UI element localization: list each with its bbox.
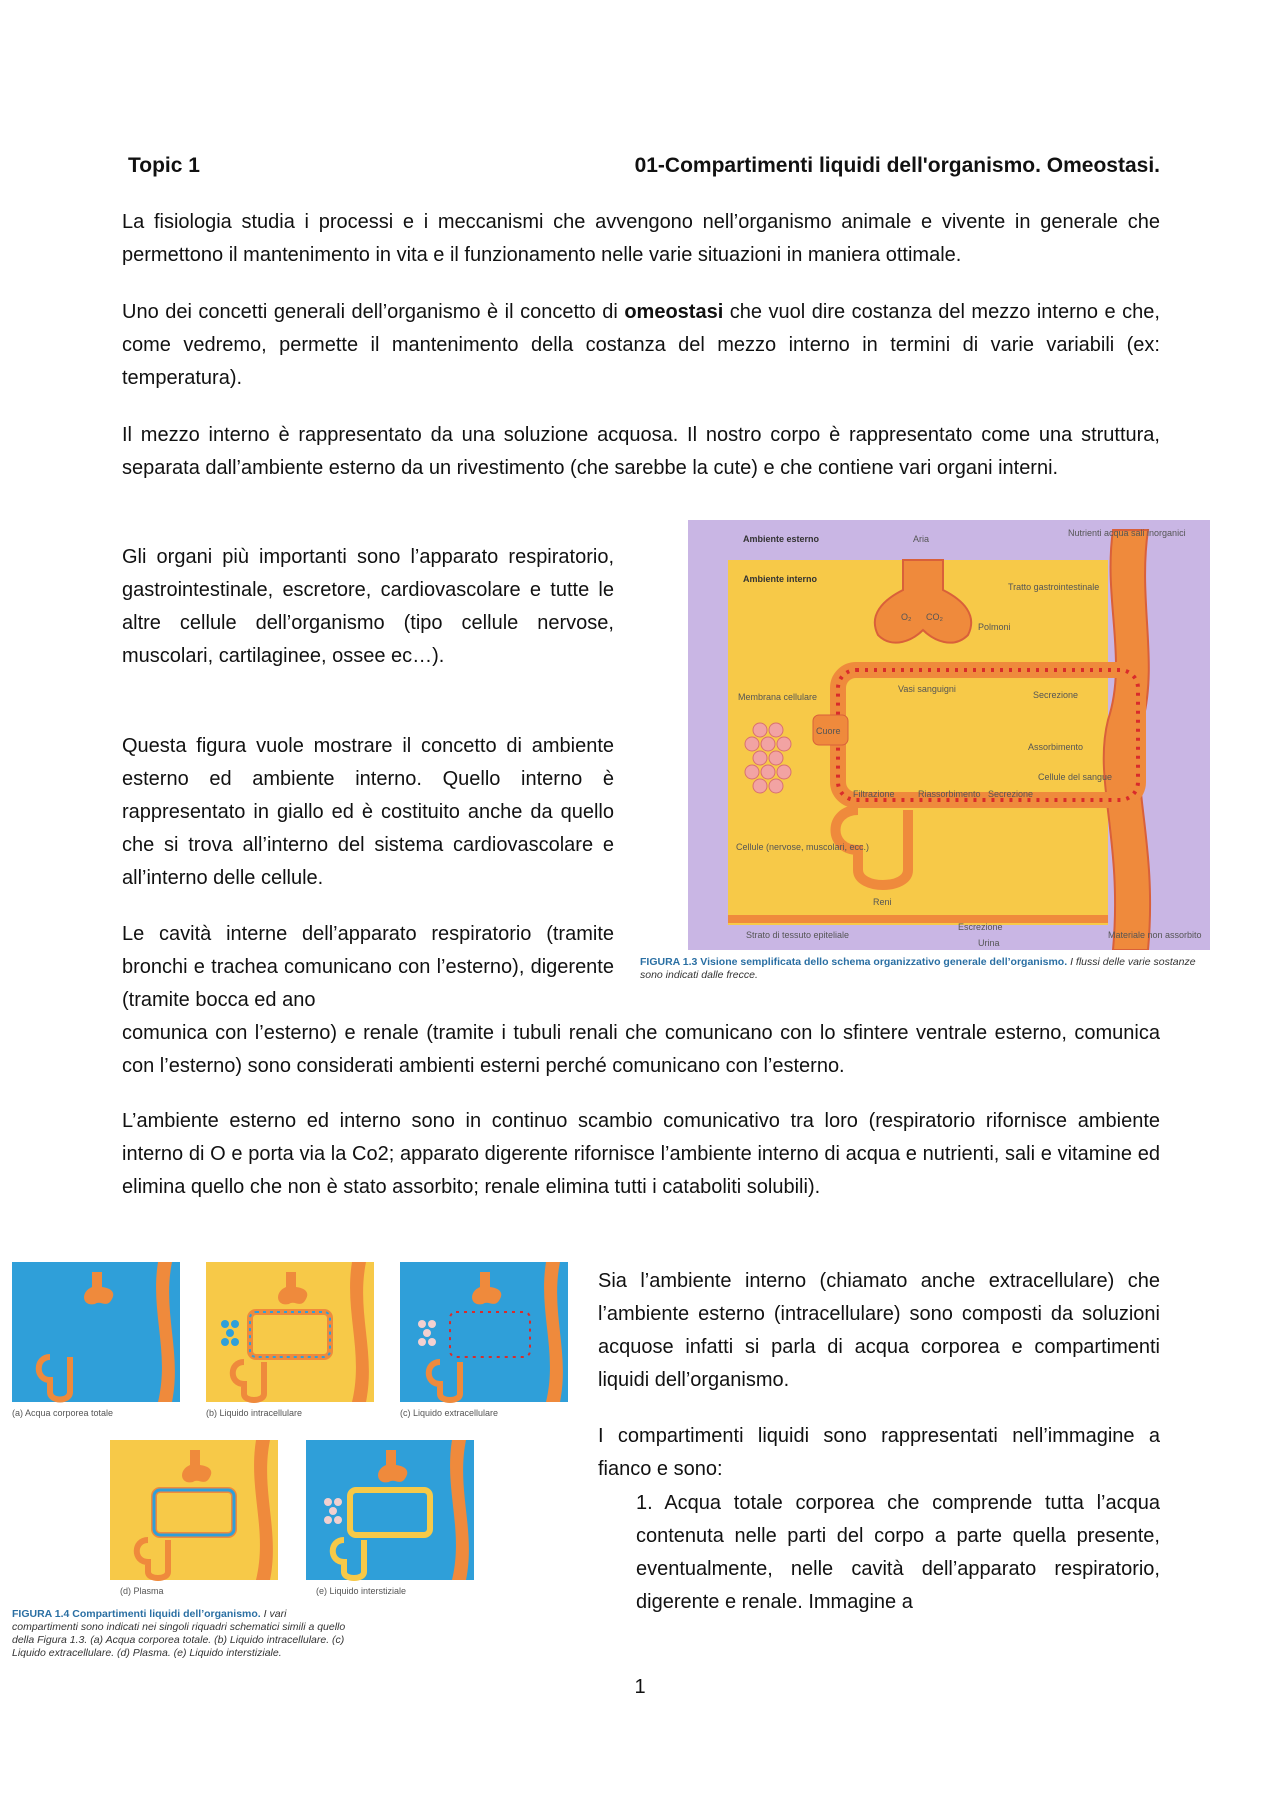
panel-b-label: (b) Liquido intracellulare xyxy=(206,1408,303,1418)
figure-1-4-caption-title: FIGURA 1.4 xyxy=(12,1608,70,1620)
panel-e-interstitial xyxy=(306,1440,474,1580)
paragraph-5: Questa figura vuole mostrare il concetto di ambiente esterno ed ambiente interno. Quello interno è rappresentato in giallo ed è costituito anche da quello che si trova all’interno del sistema cardiovascolare e all’interno delle cellule. xyxy=(122,735,614,889)
list-item-1: 1. Acqua totale corporea che comprende tutta l’acqua contenuta nelle parti del corpo a parte quella presente, eventualmente, nelle cavità dell’apparato respiratorio, digerente e renale. Immagine a xyxy=(636,1492,1160,1613)
page-title: 01-Compartimenti liquidi dell'organismo. Omeostasi. xyxy=(634,154,1160,177)
figure-1-4 xyxy=(10,1262,580,1602)
label-membrana: Membrana cellulare xyxy=(738,692,818,702)
figure-1-4-caption xyxy=(12,1608,352,1660)
topic-label: Topic 1 xyxy=(128,154,200,177)
label-tratto-gi: Tratto gastrointestinale xyxy=(1008,582,1100,592)
figure-1-4-caption-text: I vari compartimenti sono indicati nei singoli riquadri schematici simili a quello della Figura 1.3. (a) Acqua corporea totale. (b) Liquido intracellulare. (c) Liquido extracellulare. (d) Plasma. (e) Liquido interstiziale. xyxy=(12,1608,346,1659)
paragraph-7: L’ambiente esterno ed interno sono in continuo scambio comunicativo tra loro (respiratorio rifornisce ambiente interno di O e porta via la Co2; apparato digerente rifornisce l’ambiente interno di acqua e nutrienti, sali e vitamine ed elimina quello che non è stato assorbito; renale elimina tutti i cataboliti solubili). xyxy=(122,1110,1160,1198)
label-strato: Strato di tessuto epiteliale xyxy=(746,930,850,940)
label-ambiente-interno: Ambiente interno xyxy=(743,574,818,584)
paragraph-9: I compartimenti liquidi sono rappresentati nell’immagine a fianco e sono: xyxy=(598,1425,1160,1480)
panel-a-label: (a) Acqua corporea totale xyxy=(12,1408,114,1418)
paragraph-1: La fisiologia studia i processi e i meccanismi che avvengono nell’organismo animale e vivente in generale che permettono il mantenimento in vita e il funzionamento nelle varie situazioni in maniera ottimale. xyxy=(122,211,1160,266)
label-co2: CO₂ xyxy=(926,612,943,622)
paragraph-4: Gli organi più importanti sono l’apparato respiratorio, gastrointestinale, escretore, cardiovascolare e tutte le altre cellule dell’organismo (tipo cellule nervose, muscolari, cartilaginee, ossee ec…). xyxy=(122,546,614,667)
figure-1-3-caption-bold: Visione semplificata dello schema organizzativo generale dell’organismo. xyxy=(700,956,1068,968)
label-cellule: Cellule (nervose, muscolari, ecc.) xyxy=(736,842,870,852)
panel-d-plasma xyxy=(110,1440,278,1580)
panel-c-extracellular xyxy=(400,1262,568,1402)
label-cuore: Cuore xyxy=(816,726,841,736)
paragraph-6b: comunica con l’esterno) e renale (tramite i tubuli renali che comunicano con lo sfintere ventrale esterno, comunica con l’esterno) sono considerati ambienti esterni perché comunicano con l’esterno. xyxy=(122,1022,1160,1077)
paragraph-2-text-a: Uno dei concetti generali dell’organismo è il concetto di xyxy=(122,301,625,323)
label-cellule-sangue: Cellule del sangue xyxy=(1038,772,1113,782)
panel-d-label: (d) Plasma xyxy=(120,1586,164,1596)
label-secrezione: Secrezione xyxy=(1033,690,1079,700)
panel-b-intracellular xyxy=(206,1262,374,1402)
figure-1-4-panels xyxy=(10,1262,580,1602)
label-escrezione: Escrezione xyxy=(958,922,1003,932)
label-reni: Reni xyxy=(873,897,892,907)
page-number: 1 xyxy=(634,1676,646,1698)
paragraph-2-text-b: che vuol dire costanza del mezzo interno e che, come vedremo, permette il mantenimento della costanza del mezzo interno in termini di varie variabili (ex: temperatura). xyxy=(122,301,1160,389)
figure-1-3-caption-title: FIGURA 1.3 xyxy=(640,956,698,968)
label-materiale: Materiale non assorbito xyxy=(1108,930,1202,940)
paragraph-3: Il mezzo interno è rappresentato da una soluzione acquosa. Il nostro corpo è rappresentato come una struttura, separata dall’ambiente esterno da un rivestimento (che sarebbe la cute) e che contiene vari organi interni. xyxy=(122,424,1160,479)
label-filtrazione: Filtrazione xyxy=(853,789,895,799)
label-ambiente-esterno: Ambiente esterno xyxy=(743,534,820,544)
label-polmoni: Polmoni xyxy=(978,622,1011,632)
label-aria: Aria xyxy=(913,534,930,544)
label-secrezione-2: Secrezione xyxy=(988,789,1034,799)
label-nutrienti: Nutrienti acqua sali inorganici xyxy=(1068,528,1186,538)
label-urina: Urina xyxy=(978,938,1000,948)
paragraph-6a: Le cavità interne dell’apparato respiratorio (tramite bronchi e trachea comunicano con l’esterno), digerente (tramite bocca ed ano xyxy=(122,923,614,1011)
figure-1-3-caption-text: I flussi delle varie sostanze sono indicati dalle frecce. xyxy=(640,956,1196,981)
label-o2: O₂ xyxy=(901,612,912,622)
panel-e-label: (e) Liquido interstiziale xyxy=(316,1586,407,1596)
figure-1-4-caption-bold: Compartimenti liquidi dell’organismo. xyxy=(72,1608,261,1620)
epithelial-layer xyxy=(728,915,1108,923)
label-riassorbimento: Riassorbimento xyxy=(918,789,981,799)
paragraph-2 xyxy=(122,296,1160,395)
panel-a-total-water xyxy=(12,1262,180,1402)
figure-1-3-caption xyxy=(640,956,1210,982)
figure-1-3 xyxy=(688,520,1210,950)
figure-1-3-diagram xyxy=(688,520,1210,950)
label-assorbimento: Assorbimento xyxy=(1028,742,1084,752)
paragraph-8: Sia l’ambiente interno (chiamato anche extracellulare) che l’ambiente esterno (intracellulare) sono composti da soluzioni acquose infatti si parla di acqua corporea e compartimenti liquidi dell’organismo. xyxy=(598,1270,1160,1391)
panel-c-label: (c) Liquido extracellulare xyxy=(400,1408,499,1418)
omeostasi-term: omeostasi xyxy=(624,301,724,323)
label-vasi: Vasi sanguigni xyxy=(898,684,956,694)
